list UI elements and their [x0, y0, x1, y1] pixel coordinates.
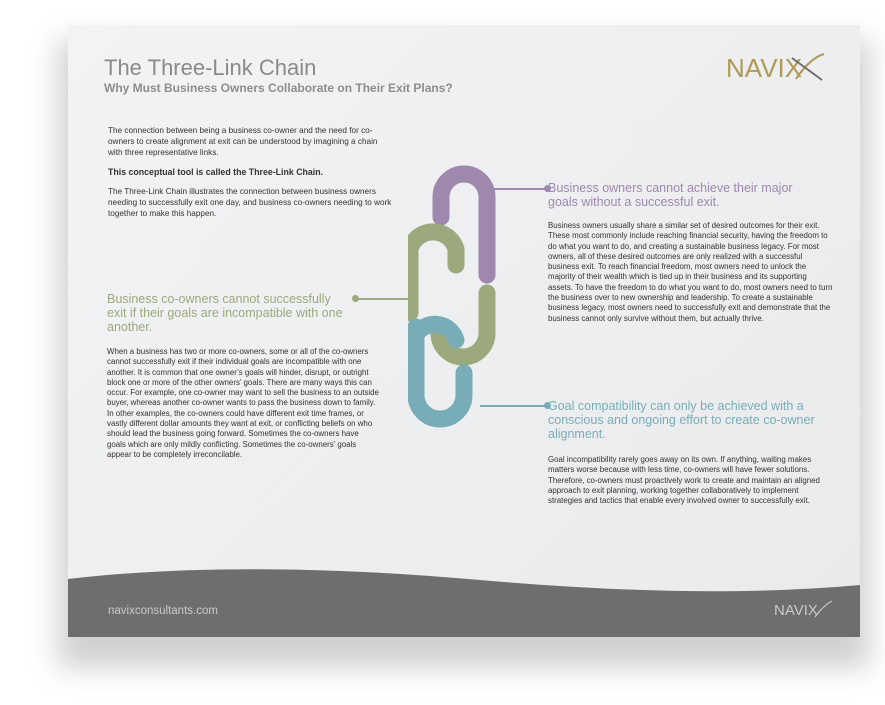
footer-logo-text: NAVIX: [774, 602, 818, 619]
three-link-chain-icon: [408, 165, 498, 430]
compatibility-body: Goal incompatibility rarely goes away on its own. If anything, waiting makes matters worse because with less time, co-owners will have fewer solutions. Therefore, co-owners must proactively work to create and maintain an aligned approach to exit planning, working together collaboratively to implement strategies and tactics that enable every involved owner to successfully exit.: [548, 455, 820, 506]
owners-body: Business owners usually share a similar set of desired outcomes for their exit. These most commonly include reaching financial security, having the freedom to do what you want to do, and creating a sustainable business legacy. For most owners, all of these desired outcomes are only realized with a successful business exit. To reach financial freedom, most owners need to unlock the majority of their wealth which is tied up in their business and its supporting assets. To have the freedom to do what you want to do, most owners need to turn the business over to new ownership and leadership. To create a sustainable business legacy, most owners need to successfully exit and demonstrate that the business cannot only survive without them, but actually thrive.: [548, 221, 833, 323]
navix-logo-text: NAVIX: [726, 53, 803, 83]
intro-paragraph: The Three-Link Chain illustrates the connection between business owners needing to successfully exit one day, and business co-owners needing to work together to make this happen.: [108, 187, 392, 218]
footer-url: navixconsultants.com: [108, 605, 218, 617]
footer-wave: [68, 565, 860, 637]
connector-compatibility: [480, 405, 546, 407]
document-page: [68, 25, 860, 637]
page-subtitle: Why Must Business Owners Collaborate on Their Exit Plans?: [104, 81, 453, 95]
navix-logo: [726, 53, 826, 83]
footer-navix-logo: [774, 599, 834, 619]
compatibility-heading: Goal compatibility can only be achieved with a conscious and ongoing effort to create co-owner alignment.: [548, 399, 815, 441]
coowners-body: When a business has two or more co-owners, some or all of the co-owners cannot successfully exit if their individual goals are incompatible with one another. It is common that one owner’s goals will hinder, disrupt, or outright block one or more of the other owners’ goals. There are many ways this can occur. For example, one co-owner may want to sell the business to an outside buyer, whereas another co-owner wants to pass the business down to family. In other examples, the co-owners could have different exit time frames, or vastly different dollar amounts they want at exit, or conflicting beliefs on who should lead the business going forward. Sometimes the co-owners have goals which are only mildly conflicting. Sometimes the co-owners’ goals appear to be completely irreconcilable.: [107, 347, 379, 459]
intro-paragraph: The connection between being a business co-owner and the need for co-owners to create alignment at exit can be understood by imagining a chain with three representative links.: [108, 126, 378, 157]
coowners-heading: Business co-owners cannot successfully exit if their goals are incompatible with one another.: [107, 292, 343, 334]
intro-tool-name: This conceptual tool is called the Three-Link Chain.: [108, 167, 324, 178]
connector-owners: [480, 188, 546, 190]
page-title: The Three-Link Chain: [104, 55, 317, 80]
owners-heading: Business owners cannot achieve their major goals without a successful exit.: [548, 181, 793, 209]
intro-text: [108, 126, 393, 229]
connector-dot-coowners: [352, 295, 359, 302]
connector-coowners: [354, 298, 418, 300]
